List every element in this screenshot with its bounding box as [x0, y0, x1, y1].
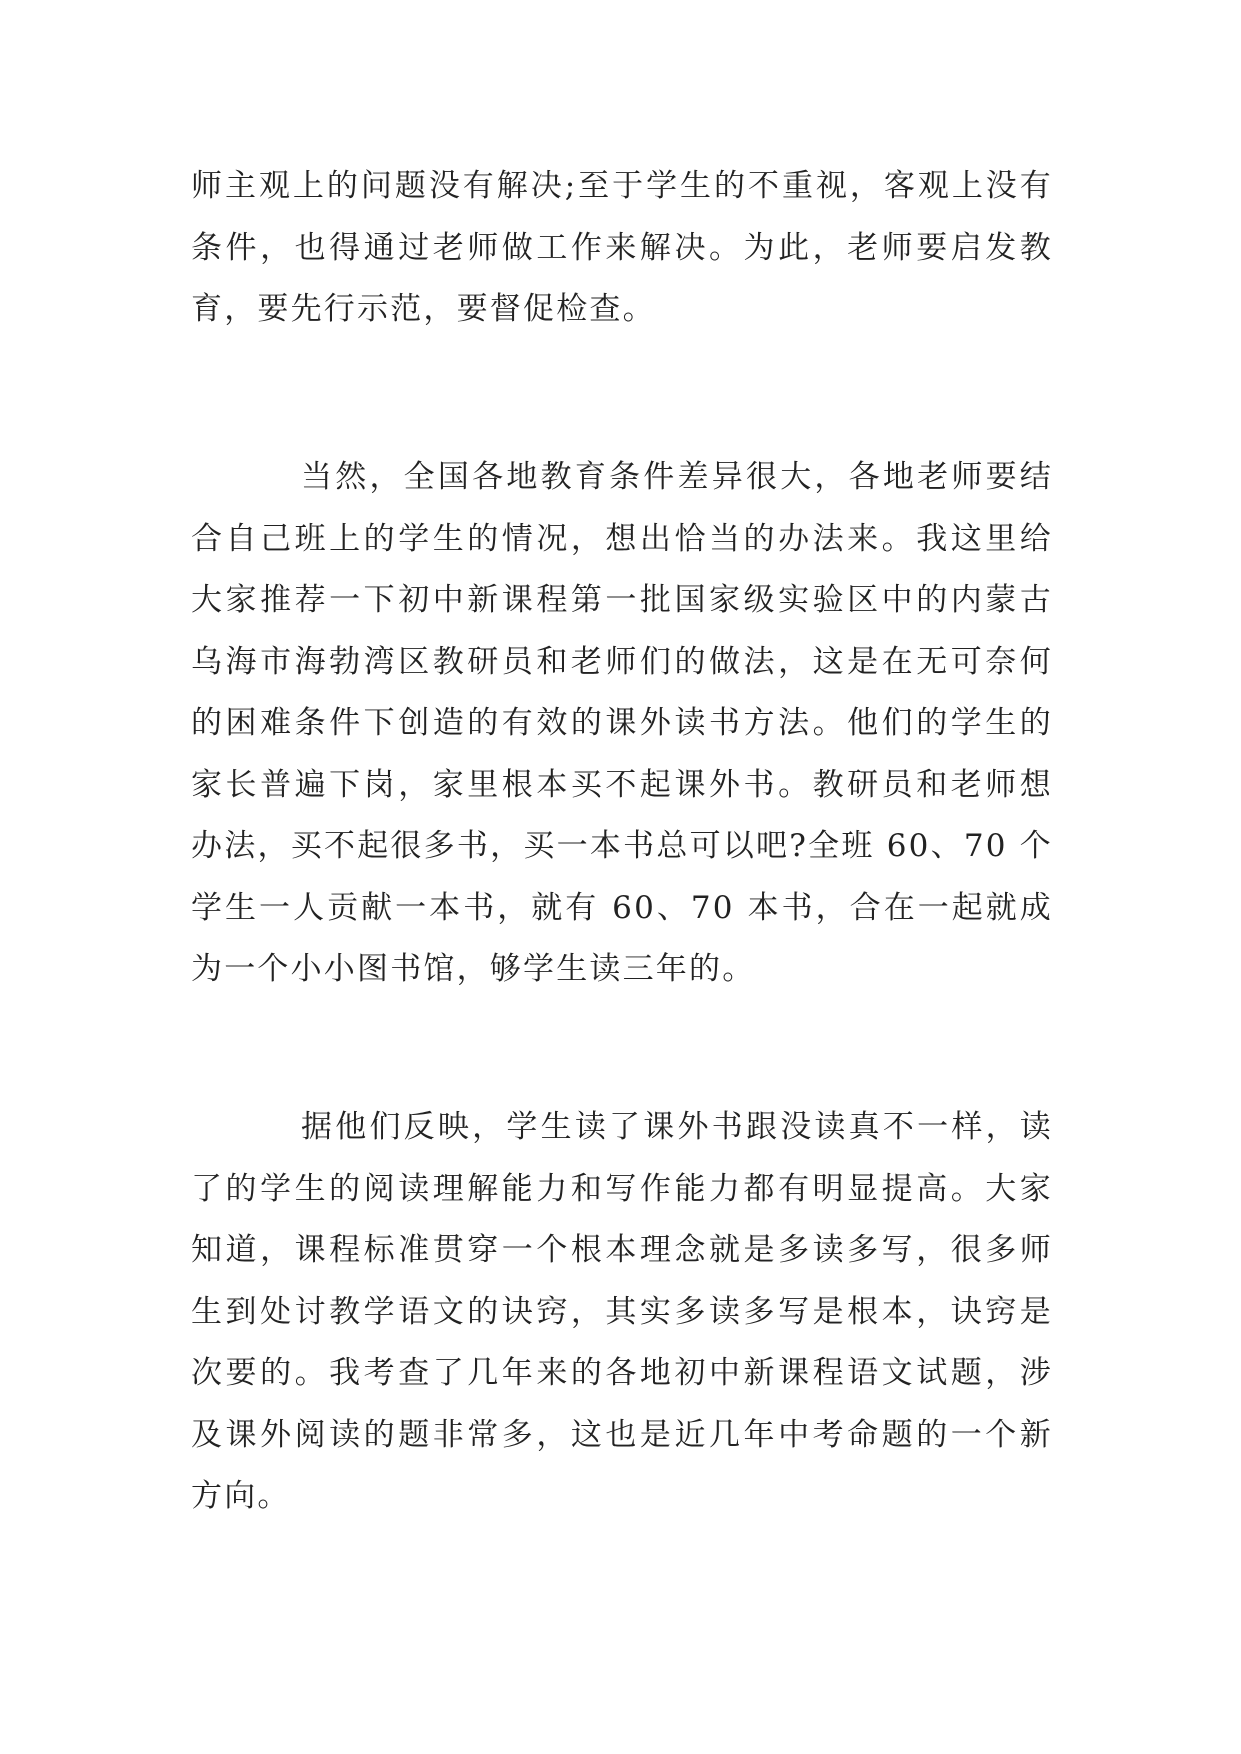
- paragraph-continuation: 师主观上的问题没有解决;至于学生的不重视，客观上没有条件，也得通过老师做工作来解决。为此，老师要启发教育，要先行示范，要督促检查。: [191, 168, 1053, 327]
- paragraph-reading-method: 当然，全国各地教育条件差异很大，各地老师要结合自己班上的学生的情况，想出恰当的办法来。我这里给大家推荐一下初中新课程第一批国家级实验区中的内蒙古乌海市海勃湾区教研员和老师们的做法，这是在无可奈何的困难条件下创造的有效的课外读书方法。他们的学生的家长普遍下岗，家里根本买不起课外书。教研员和老师想办法，买不起很多书，买一本书总可以吧?全班 60、70 个学生一人贡献一本书，就有 60、70 本书，合在一起就成为一个小小图书馆，够学生读三年的。: [191, 459, 1053, 987]
- paragraph-reading-results: 据他们反映，学生读了课外书跟没读真不一样，读了的学生的阅读理解能力和写作能力都有明显提高。大家知道，课程标准贯穿一个根本理念就是多读多写，很多师生到处讨教学语文的诀窍，其实多读多写是根本，诀窍是次要的。我考查了几年来的各地初中新课程语文试题，涉及课外阅读的题非常多，这也是近几年中考命题的一个新方向。: [191, 1109, 1053, 1514]
